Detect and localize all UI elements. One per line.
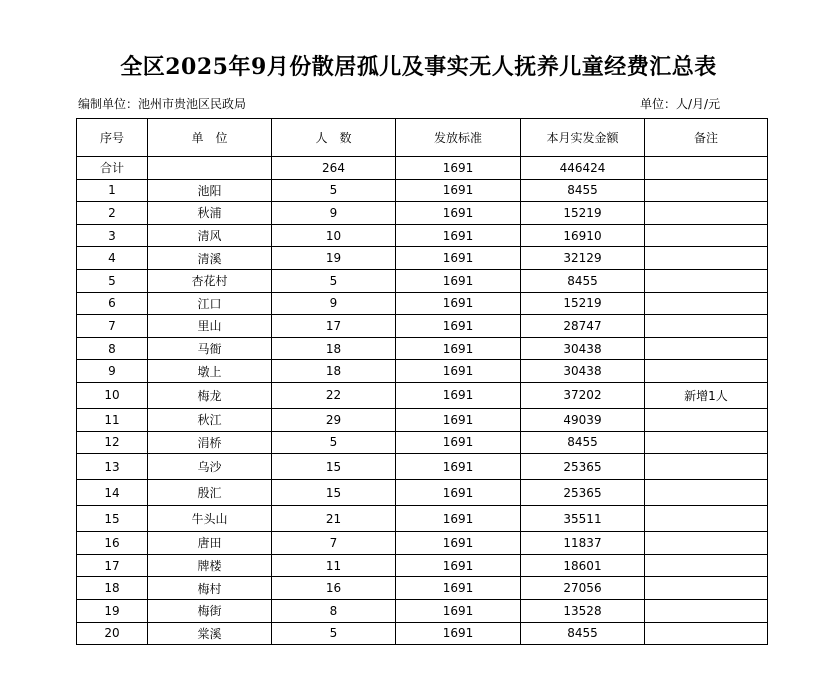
table-row: [77, 480, 768, 506]
cell-unit: 秋江: [148, 408, 272, 431]
cell-standard: 1691: [396, 408, 521, 431]
cell-standard: 1691: [396, 622, 521, 645]
org-label: 编制单位：池州市贵池区民政局: [78, 97, 247, 111]
cell-unit: 清风: [148, 224, 272, 247]
unit-label: 单位：人/月/元: [640, 97, 721, 111]
table-row: [77, 337, 768, 360]
total-seq: 合计: [77, 157, 148, 180]
cell-amount: 37202: [521, 382, 645, 408]
cell-standard: 1691: [396, 292, 521, 315]
cell-amount: 30438: [521, 360, 645, 383]
cell-count: 29: [272, 408, 396, 431]
cell-amount: 49039: [521, 408, 645, 431]
cell-unit: 池阳: [148, 179, 272, 202]
cell-remark: [645, 315, 768, 338]
cell-seq: 1: [77, 179, 148, 202]
cell-seq: 20: [77, 622, 148, 645]
cell-count: 16: [272, 577, 396, 600]
table-row: [77, 599, 768, 622]
cell-count: 15: [272, 480, 396, 506]
cell-unit: 唐田: [148, 532, 272, 555]
cell-seq: 5: [77, 269, 148, 292]
cell-count: 18: [272, 360, 396, 383]
cell-count: 19: [272, 247, 396, 270]
header-count: 人 数: [272, 119, 396, 157]
header-standard: 发放标准: [396, 119, 521, 157]
cell-standard: 1691: [396, 269, 521, 292]
table-row: [77, 292, 768, 315]
table-row: [77, 247, 768, 270]
cell-amount: 35511: [521, 506, 645, 532]
table-row: [77, 532, 768, 555]
cell-standard: 1691: [396, 179, 521, 202]
cell-seq: 18: [77, 577, 148, 600]
cell-amount: 8455: [521, 622, 645, 645]
cell-count: 11: [272, 554, 396, 577]
cell-seq: 8: [77, 337, 148, 360]
table-row: [77, 506, 768, 532]
cell-seq: 6: [77, 292, 148, 315]
cell-count: 5: [272, 179, 396, 202]
cell-unit: 牌楼: [148, 554, 272, 577]
cell-count: 22: [272, 382, 396, 408]
cell-remark: [645, 247, 768, 270]
cell-remark: [645, 408, 768, 431]
cell-unit: 棠溪: [148, 622, 272, 645]
cell-seq: 15: [77, 506, 148, 532]
cell-standard: 1691: [396, 247, 521, 270]
header-unit: 单 位: [148, 119, 272, 157]
cell-unit: 杏花村: [148, 269, 272, 292]
table-row: [77, 382, 768, 408]
cell-amount: 25365: [521, 480, 645, 506]
table-row: [77, 454, 768, 480]
table-row: [77, 315, 768, 338]
table-row: [77, 622, 768, 645]
cell-count: 5: [272, 269, 396, 292]
cell-amount: 18601: [521, 554, 645, 577]
header-row: [77, 119, 768, 157]
cell-amount: 32129: [521, 247, 645, 270]
cell-unit: 秋浦: [148, 202, 272, 225]
cell-unit: 梅龙: [148, 382, 272, 408]
cell-unit: 牛头山: [148, 506, 272, 532]
cell-count: 17: [272, 315, 396, 338]
cell-amount: 27056: [521, 577, 645, 600]
cell-seq: 11: [77, 408, 148, 431]
cell-remark: [645, 269, 768, 292]
cell-amount: 15219: [521, 202, 645, 225]
cell-remark: [645, 599, 768, 622]
cell-remark: [645, 622, 768, 645]
cell-remark: [645, 179, 768, 202]
total-remark: [645, 157, 768, 180]
total-row: [77, 157, 768, 180]
cell-standard: 1691: [396, 315, 521, 338]
cell-seq: 16: [77, 532, 148, 555]
table-row: [77, 554, 768, 577]
cell-remark: [645, 360, 768, 383]
table-row: [77, 202, 768, 225]
header-seq: 序号: [77, 119, 148, 157]
cell-count: 7: [272, 532, 396, 555]
cell-count: 9: [272, 202, 396, 225]
cell-standard: 1691: [396, 431, 521, 454]
cell-standard: 1691: [396, 506, 521, 532]
table-row: [77, 269, 768, 292]
cell-standard: 1691: [396, 202, 521, 225]
cell-seq: 9: [77, 360, 148, 383]
page-title: 全区2025年9月份散居孤儿及事实无人抚养儿童经费汇总表: [120, 54, 717, 80]
cell-unit: 江口: [148, 292, 272, 315]
cell-amount: 8455: [521, 269, 645, 292]
total-count: 264: [272, 157, 396, 180]
cell-remark: [645, 506, 768, 532]
cell-standard: 1691: [396, 224, 521, 247]
cell-amount: 11837: [521, 532, 645, 555]
cell-unit: 梅村: [148, 577, 272, 600]
table-row: [77, 360, 768, 383]
cell-remark: [645, 480, 768, 506]
cell-standard: 1691: [396, 337, 521, 360]
cell-unit: 里山: [148, 315, 272, 338]
cell-amount: 30438: [521, 337, 645, 360]
cell-amount: 13528: [521, 599, 645, 622]
cell-standard: 1691: [396, 532, 521, 555]
cell-count: 5: [272, 622, 396, 645]
total-amount: 446424: [521, 157, 645, 180]
cell-unit: 梅街: [148, 599, 272, 622]
cell-remark: [645, 337, 768, 360]
cell-amount: 16910: [521, 224, 645, 247]
cell-standard: 1691: [396, 480, 521, 506]
table-row: [77, 224, 768, 247]
header-remark: 备注: [645, 119, 768, 157]
cell-count: 10: [272, 224, 396, 247]
table-row: [77, 577, 768, 600]
cell-seq: 12: [77, 431, 148, 454]
summary-table: [76, 118, 768, 645]
cell-unit: 涓桥: [148, 431, 272, 454]
cell-count: 5: [272, 431, 396, 454]
table-row: [77, 179, 768, 202]
cell-amount: 8455: [521, 431, 645, 454]
cell-seq: 17: [77, 554, 148, 577]
cell-count: 18: [272, 337, 396, 360]
cell-count: 21: [272, 506, 396, 532]
cell-amount: 25365: [521, 454, 645, 480]
table-row: [77, 408, 768, 431]
cell-unit: 乌沙: [148, 454, 272, 480]
cell-unit: 墩上: [148, 360, 272, 383]
cell-remark: [645, 577, 768, 600]
cell-seq: 19: [77, 599, 148, 622]
cell-seq: 14: [77, 480, 148, 506]
cell-seq: 10: [77, 382, 148, 408]
cell-remark: [645, 202, 768, 225]
cell-standard: 1691: [396, 554, 521, 577]
total-standard: 1691: [396, 157, 521, 180]
cell-standard: 1691: [396, 360, 521, 383]
cell-remark: [645, 431, 768, 454]
cell-count: 8: [272, 599, 396, 622]
cell-remark: [645, 454, 768, 480]
total-unit: [148, 157, 272, 180]
cell-seq: 2: [77, 202, 148, 225]
cell-amount: 15219: [521, 292, 645, 315]
header-amount: 本月实发金额: [521, 119, 645, 157]
cell-standard: 1691: [396, 599, 521, 622]
cell-count: 9: [272, 292, 396, 315]
cell-seq: 3: [77, 224, 148, 247]
cell-standard: 1691: [396, 577, 521, 600]
cell-standard: 1691: [396, 382, 521, 408]
cell-remark: 新增1人: [645, 382, 768, 408]
cell-remark: [645, 532, 768, 555]
cell-standard: 1691: [396, 454, 521, 480]
cell-remark: [645, 224, 768, 247]
cell-seq: 13: [77, 454, 148, 480]
cell-unit: 清溪: [148, 247, 272, 270]
cell-seq: 4: [77, 247, 148, 270]
cell-seq: 7: [77, 315, 148, 338]
cell-amount: 28747: [521, 315, 645, 338]
cell-remark: [645, 292, 768, 315]
cell-count: 15: [272, 454, 396, 480]
cell-remark: [645, 554, 768, 577]
table-row: [77, 431, 768, 454]
cell-unit: 马衙: [148, 337, 272, 360]
cell-amount: 8455: [521, 179, 645, 202]
cell-unit: 殷汇: [148, 480, 272, 506]
